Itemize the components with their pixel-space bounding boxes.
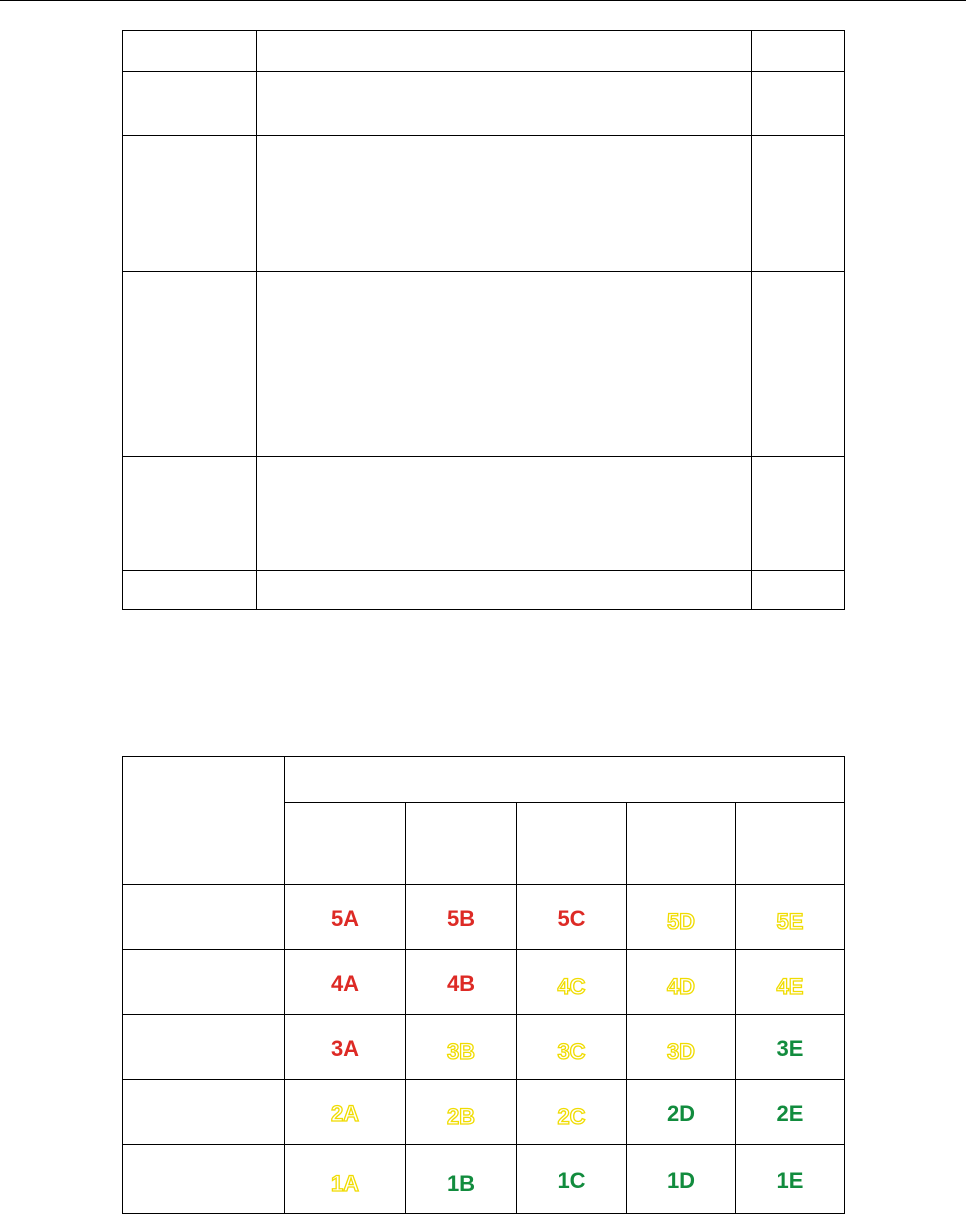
matrix-code: 4B [446,970,476,996]
matrix-cell [627,1145,736,1214]
table-cell [752,136,845,272]
matrix-cell [406,950,517,1015]
matrix-code: 5E [776,908,804,934]
matrix-code: 4D [666,973,696,999]
matrix-cell [285,950,406,1015]
matrix-cell [517,1145,627,1214]
matrix-column-header [406,803,517,885]
matrix-code: 3B [446,1038,476,1064]
matrix-code: 4C [557,973,586,999]
definitions-table [122,30,845,610]
table-cell [752,272,845,457]
matrix-cell [406,1080,517,1145]
matrix-column-header [285,803,406,885]
matrix-cell [736,950,845,1015]
table-cell [123,136,257,272]
matrix-cell [517,950,627,1015]
matrix-code: 3C [557,1038,586,1064]
matrix-row-header [123,950,285,1015]
matrix-code: 5C [557,905,586,931]
table-cell [257,136,752,272]
matrix-cell [736,1015,845,1080]
matrix-code: 2B [446,1103,476,1129]
table-cell [257,31,752,72]
matrix-cell [517,1080,627,1145]
matrix-row-header [123,1015,285,1080]
matrix-code: 2E [776,1100,804,1126]
matrix-code: 3D [666,1038,696,1064]
matrix-cell [406,1015,517,1080]
matrix-column-header [627,803,736,885]
matrix-cell [736,885,845,950]
table-row [123,457,845,571]
matrix-code: 5D [666,908,696,934]
matrix-column-header [736,803,845,885]
page-top-rule [0,0,966,1]
matrix-column-header [517,803,627,885]
table-row [123,571,845,610]
matrix-code: 3A [330,1035,360,1061]
table-row [123,136,845,272]
table-cell [752,72,845,136]
table-cell [123,571,257,610]
matrix-header-row [123,757,845,803]
matrix-code: 4A [330,970,360,996]
table-cell [257,457,752,571]
table-cell [752,457,845,571]
matrix-cell [736,1080,845,1145]
table-cell [123,457,257,571]
matrix-code: 1D [666,1167,696,1193]
table-cell [123,31,257,72]
matrix-row [123,1015,845,1080]
table-cell [123,72,257,136]
matrix-row [123,1080,845,1145]
table-cell [123,272,257,457]
matrix-code: 1C [557,1167,586,1193]
matrix-code: 5B [446,905,476,931]
matrix-code: 5A [330,905,360,931]
matrix-cell [627,950,736,1015]
table-cell [257,571,752,610]
matrix-code: 1E [776,1167,804,1193]
matrix-cell [285,1145,406,1214]
matrix-cell [517,1015,627,1080]
matrix-cell [517,885,627,950]
matrix-cell [406,1145,517,1214]
matrix-row [123,950,845,1015]
table-cell [257,72,752,136]
matrix-row [123,885,845,950]
table-row [123,72,845,136]
matrix-row-header [123,1080,285,1145]
matrix-code: 3E [776,1035,804,1061]
table-row [123,31,845,72]
table-cell [257,272,752,457]
matrix-row-header [123,885,285,950]
matrix-cell [627,1080,736,1145]
table-row [123,272,845,457]
matrix-cell [736,1145,845,1214]
matrix-code: 4E [776,973,804,999]
matrix-row-header [123,1145,285,1214]
matrix-cell [627,1015,736,1080]
matrix-cell [285,885,406,950]
matrix-cell [285,1080,406,1145]
matrix-code: 1B [446,1170,476,1196]
matrix-code: 2C [557,1103,586,1129]
matrix-code: 1A [330,1170,360,1196]
matrix-corner-cell [123,757,285,885]
matrix-column-group-header [285,757,845,803]
matrix-row [123,1145,845,1214]
table-cell [752,31,845,72]
matrix-code: 2A [330,1100,360,1126]
risk-matrix-table [122,756,845,1214]
matrix-cell [627,885,736,950]
matrix-code: 2D [666,1100,696,1126]
matrix-cell [406,885,517,950]
table-cell [752,571,845,610]
matrix-cell [285,1015,406,1080]
